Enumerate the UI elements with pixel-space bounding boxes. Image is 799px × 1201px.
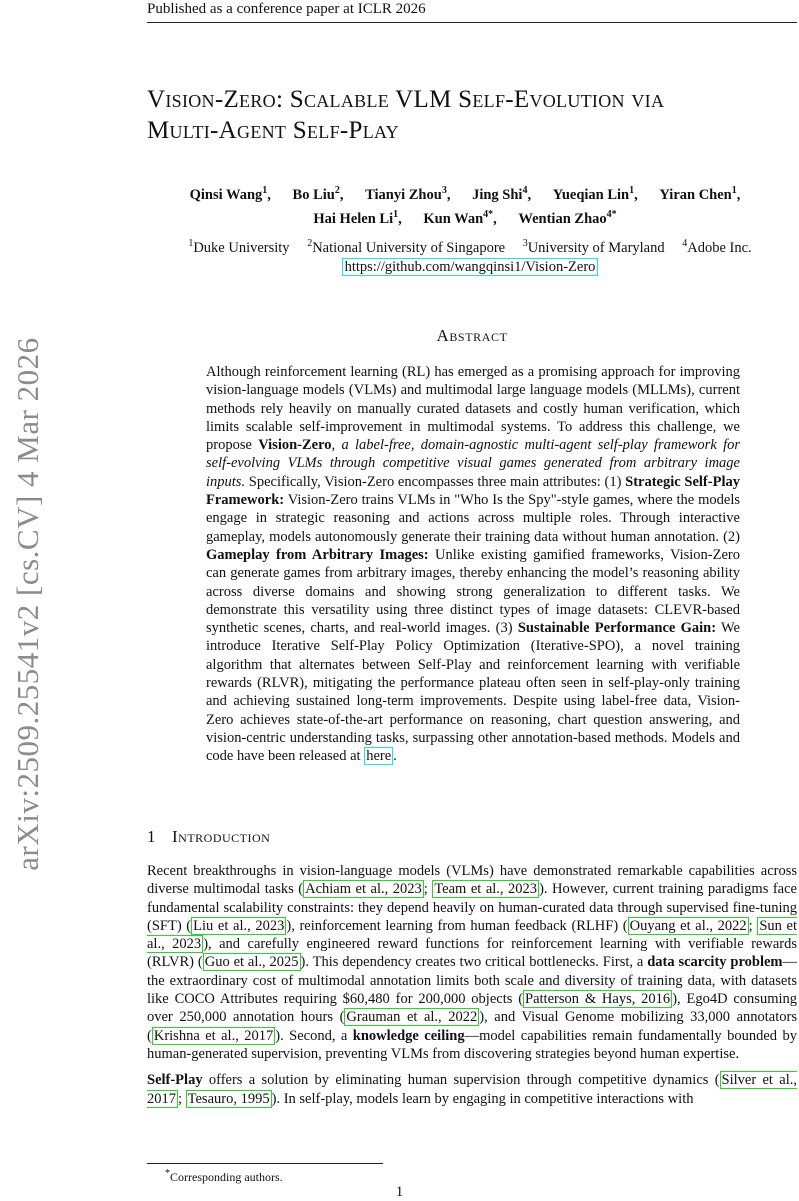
arxiv-identifier: arXiv:2509.25541v2 [cs.CV] 4 Mar 2026 bbox=[10, 337, 45, 871]
affiliation: $^3$University of Maryland bbox=[522, 238, 665, 256]
footnote-divider bbox=[147, 1163, 383, 1164]
citation-link[interactable]: Grauman et al., 2022 bbox=[346, 1009, 478, 1026]
author: Wentian Zhao$^{4*}$ bbox=[518, 208, 617, 227]
affiliation: $^1$Duke University bbox=[188, 238, 290, 256]
author: Jing Shi$^4$, bbox=[472, 185, 532, 203]
author: Bo Liu$^2$, bbox=[292, 185, 344, 203]
citation-link[interactable]: Silver et al., 2017 bbox=[147, 1072, 797, 1107]
intro-paragraph-1: Recent breakthroughs in vision-language models (VLMs) have demonstrated remarkable capabilities across diverse multimodal tasks ( Achiam et al., 2023 ; Team et al., 2023 ). However, current training paradigms face fundamental scalability constraints: they depend heavily on human-curated data through supervised fine-tuning (SFT) ( Liu et al., 2023 ), reinforcement learning from human feedback (RLHF) ( Ouyang et al., 2022 ; Sun et al., 2023 ), and carefully engineered reward functions for reinforcement learning with verifiable rewards (RLVR) ( Guo et al., 2025 ). This dependency creates two critical bottlenecks. First, a data scarcity problem—the extraordinary cost of multimodal annotation limits both scale and diversity of training data, with datasets like COCO Attributes requiring $60,480 for 200,000 objects ( Patterson & Hays, 2016 ), Ego4D consuming over 250,000 annotation hours ( Grauman et al., 2022 ), and Visual Genome mobilizing 33,000 annotators ( Krishna et al., 2017 ). Second, a knowledge ceiling—model capabilities remain fundamentally bounded by human-generated supervision, preventing VLMs from discovering strategies beyond human expertise. bbox=[147, 863, 798, 1062]
page-number: 1 bbox=[395, 1184, 404, 1200]
author: Yueqian Lin$^1$, bbox=[552, 185, 638, 203]
citation-link[interactable]: Guo et al., 2025 bbox=[204, 954, 299, 971]
citation-link[interactable]: Patterson & Hays, 2016 bbox=[525, 991, 671, 1008]
code-release-link[interactable]: here bbox=[366, 748, 392, 765]
citation-link[interactable]: Achiam et al., 2023 bbox=[305, 881, 422, 898]
author: Yiran Chen$^1$, bbox=[659, 185, 741, 203]
author: Hai Helen Li$^1$, bbox=[313, 208, 402, 227]
author: Kun Wan$^{4*}$, bbox=[423, 208, 497, 227]
paper-title bbox=[147, 84, 797, 146]
citation-link[interactable]: Krishna et al., 2017 bbox=[153, 1027, 274, 1044]
author: Tianyi Zhou$^3$, bbox=[365, 185, 451, 203]
repo-link[interactable]: https://github.com/wangqinsi1/Vision-Zero bbox=[342, 258, 599, 276]
affiliations bbox=[150, 234, 790, 277]
title-line-2: Multi-Agent Self-Play bbox=[147, 117, 399, 144]
abstract-heading: Abstract bbox=[436, 326, 508, 345]
citation-link[interactable]: Tesauro, 1995 bbox=[187, 1090, 270, 1107]
citation-link[interactable]: Ouyang et al., 2022 bbox=[629, 917, 747, 934]
affiliation: $^4$Adobe Inc. bbox=[682, 238, 752, 256]
affiliation: $^2$National University of Singapore bbox=[307, 238, 506, 256]
intro-paragraph-2: Self-Play offers a solution by eliminating human supervision through competitive dynamics ( Silver et al., 2017 ; Tesauro, 1995 ). In self-play, models learn by engaging in competitive interactions with bbox=[147, 1072, 797, 1107]
author: Qinsi Wang$^1$, bbox=[189, 185, 271, 203]
footnote: *Corresponding authors. bbox=[165, 1168, 283, 1184]
abstract-body: Although reinforcement learning (RL) has emerged as a promising approach for improving vision-language models (VLMs) and multimodal large language models (MLLMs), current methods rely heavily on manually curated datasets and costly human verification, which limits scalable self-improvement in multimodal systems. To address this challenge, we propose Vision-Zero, a label-free, domain-agnostic multi-agent self-play framework for self-evolving VLMs through competitive visual games generated from arbitrary image inputs. Specifically, Vision-Zero encompasses three main attributes: (1) Strategic Self-Play Framework: Vision-Zero trains VLMs in "Who Is the Spy"-style games, where the models engage in strategic reasoning and actions across multiple roles. Through interactive gameplay, models autonomously generate their training data without human annotation. (2) Gameplay from Arbitrary Images: Unlike existing gamified frameworks, Vision-Zero can generate games from arbitrary images, thereby enhancing the model’s reasoning ability across diverse domains and showing strong generalization to different tasks. We demonstrate this versatility using three distinct types of image datasets: CLEVR-based synthetic scenes, charts, and real-world images. (3) Sustainable Performance Gain: We introduce Iterative Self-Play Policy Optimization (Iterative-SPO), a novel training algorithm that alternates between Self-Play and reinforcement learning with verifiable rewards (RLVR), mitigating the performance plateau often seen in self-play-only training and achieving sustained long-term improvements. Despite using label-free data, Vision-Zero achieves state-of-the-art performance on reasoning, chart question answering, and vision-centric understanding tasks, surpassing other annotation-based methods. Models and code have been released at here . bbox=[206, 364, 740, 765]
citation-link[interactable]: Liu et al., 2023 bbox=[193, 917, 285, 934]
citation-link[interactable]: Sun et al., 2023 bbox=[147, 917, 797, 953]
section-heading-introduction: 1 Introduction bbox=[147, 827, 271, 846]
conference-header: Published as a conference paper at ICLR 2026 bbox=[147, 0, 797, 23]
citation-link[interactable]: Team et al., 2023 bbox=[434, 881, 538, 898]
author-list bbox=[150, 181, 780, 229]
title-line-1: Vision-Zero: Scalable VLM Self-Evolution via bbox=[147, 86, 665, 113]
introduction-body bbox=[147, 862, 797, 1116]
